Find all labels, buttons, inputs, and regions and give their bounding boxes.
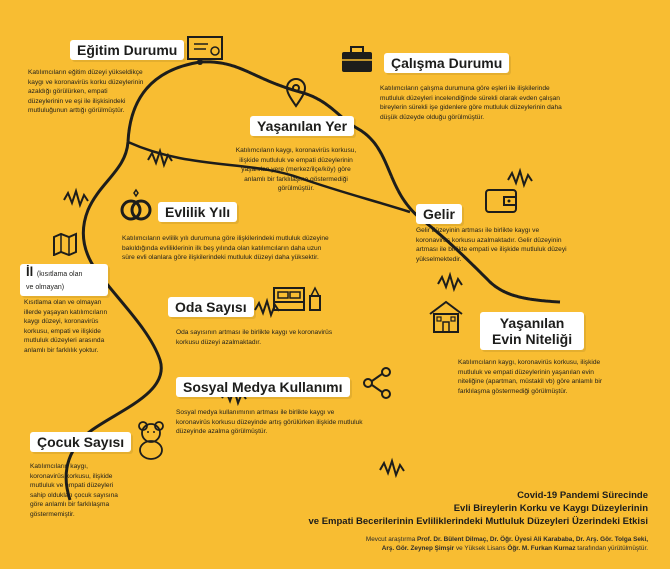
credits bbox=[366, 535, 648, 553]
credit-prefix: Mevcut araştırma bbox=[365, 536, 418, 543]
bed-icon bbox=[272, 280, 324, 314]
briefcase-icon bbox=[340, 44, 374, 74]
il-title-box bbox=[20, 264, 108, 296]
credit-suffix: tarafından yürütülmüştür. bbox=[575, 545, 648, 552]
nitelik-text: Katılımcıların kaygı, koronavirüs korkusu, ilişkide mutluluk ve empati düzeylerinin yaşanılan evin niteliğine (apartman, müstakil vb) göre anlamlı bir farklılaşma göstermediği görülmüştür. bbox=[458, 359, 603, 395]
nitelik-title-b: Evin Niteliği bbox=[492, 331, 573, 347]
certificate-icon bbox=[186, 34, 226, 64]
gelir-title: Gelir bbox=[416, 204, 462, 224]
il-subtitle-b: ve olmayan) bbox=[26, 284, 65, 291]
nitelik-title-a: Yaşanılan bbox=[499, 315, 565, 331]
footer-line1: Covid-19 Pandemi Sürecinde bbox=[517, 490, 648, 501]
wedding-rings-icon bbox=[118, 188, 154, 224]
share-icon bbox=[362, 366, 394, 400]
zigzag-accent bbox=[148, 151, 172, 165]
footer-line2: Evli Bireylerin Korku ve Kaygı Düzeylerinin bbox=[453, 503, 648, 514]
sosyal-text: Sosyal medya kullanımının artması ile birlikte kaygı ve koronavirüs korkusu düzeyinde artış görülürken ilişkide mutluluk düzeyinde azalma görülmüştür. bbox=[176, 409, 363, 436]
credit-authors-1: Prof. Dr. Bülent Dilmaç, Dr. Öğr. Üyesi Ali Karababa, Dr. Arş. Gör. Tolga Seki, bbox=[417, 536, 648, 543]
yer-title: Yaşanılan Yer bbox=[250, 116, 354, 136]
footer-line3: ve Empati Becerilerinin Evliliklerindeki Mutluluk Düzeyleri Üzerindeki Etkisi bbox=[308, 516, 648, 527]
evlilik-title: Evlilik Yılı bbox=[158, 202, 237, 222]
egitim-title: Eğitim Durumu bbox=[70, 40, 184, 60]
il-subtitle-a: (kısıtlama olan bbox=[36, 271, 83, 278]
zigzag-accent bbox=[438, 275, 462, 289]
credit-mid: ve Yüksek Lisans bbox=[454, 545, 508, 552]
evlilik-text: Katılımcıların evlilik yılı durumuna göre ilişkilerindeki mutluluk düzeyine bakıldığında evliliklerinin ilk beş yılında olan katılımcıların daha uzun süre evli olanlara göre ilişkilerindeki mutluluk düzeyi daha yüksektir. bbox=[122, 235, 329, 262]
egitim-text: Katılımcıların eğitim düzeyi yükseldikçe kaygı ve koronavirüs korku düzeylerinin azaldığı görülürken, empati düzeylerinin ve eşi ile ilişkisindeki mutluluğunun arttığı görülmüştür. bbox=[28, 69, 144, 115]
map-icon bbox=[52, 232, 78, 256]
nitelik-title-box bbox=[480, 312, 584, 350]
il-title: İl bbox=[26, 264, 34, 279]
zigzag-accent bbox=[508, 171, 532, 185]
cocuk-title: Çocuk Sayısı bbox=[30, 432, 131, 452]
calisma-title: Çalışma Durumu bbox=[384, 53, 509, 73]
credit-authors-2: Arş. Gör. Zeynep Şimşir bbox=[381, 545, 455, 552]
zigzag-accent bbox=[380, 461, 404, 475]
zigzag-accent bbox=[64, 191, 88, 205]
calisma-text: Katılımcıların çalışma durumuna göre eşleri ile ilişkilerinde mutluluk düzeyleri incelendiğinde sürekli olarak evden çalışan bireylerin sürekli işe gidenlere göre mutluluk düzeylerinin daha düşük düzeyde olduğu görülmüştür. bbox=[380, 85, 562, 121]
oda-title: Oda Sayısı bbox=[168, 297, 254, 317]
wallet-icon bbox=[484, 184, 518, 214]
credit-authors-3: Öğr. M. Furkan Kurnaz bbox=[507, 545, 576, 552]
teddy-bear-icon bbox=[134, 420, 168, 460]
gelir-text: Gelir düzeyinin artması ile birlikte kaygı ve koronavirüs korkusu azalmaktadır. Gelir düzeyinin artması ile birlikte empati ve ilişkide mutluluk düzeyi yükselmektedir. bbox=[416, 227, 567, 263]
il-text: Kısıtlama olan ve olmayan illerde yaşayan katılımcıların kaygı düzeyi, koronavirüs korkusu, empati ve ilişkide mutluluk düzeyleri arasında anlamlı bir farklılık yoktur. bbox=[24, 299, 108, 354]
sosyal-title: Sosyal Medya Kullanımı bbox=[176, 377, 350, 397]
cocuk-text: Katılımcıların kaygı, koronavirüs korkusu, ilişkide mutluluk ve empati düzeyleri sahip oldukları çocuk sayısına göre anlamlı bir farklılaşma göstermemiştir. bbox=[30, 463, 118, 518]
house-icon bbox=[426, 298, 466, 336]
oda-text: Oda sayısının artması ile birlikte kaygı ve koronavirüs korkusu düzeyi azalmaktadır. bbox=[176, 329, 333, 346]
map-pin-icon bbox=[285, 78, 307, 108]
yer-text: Katılımcıların kaygı, koronavirüs korkusu, ilişkide mutluluk ve empati düzeylerinin yaşanılan yere (merkez/ilçe/köy) göre anlamlı bir farklılaşma göstermediği görülmüştür. bbox=[235, 147, 357, 193]
